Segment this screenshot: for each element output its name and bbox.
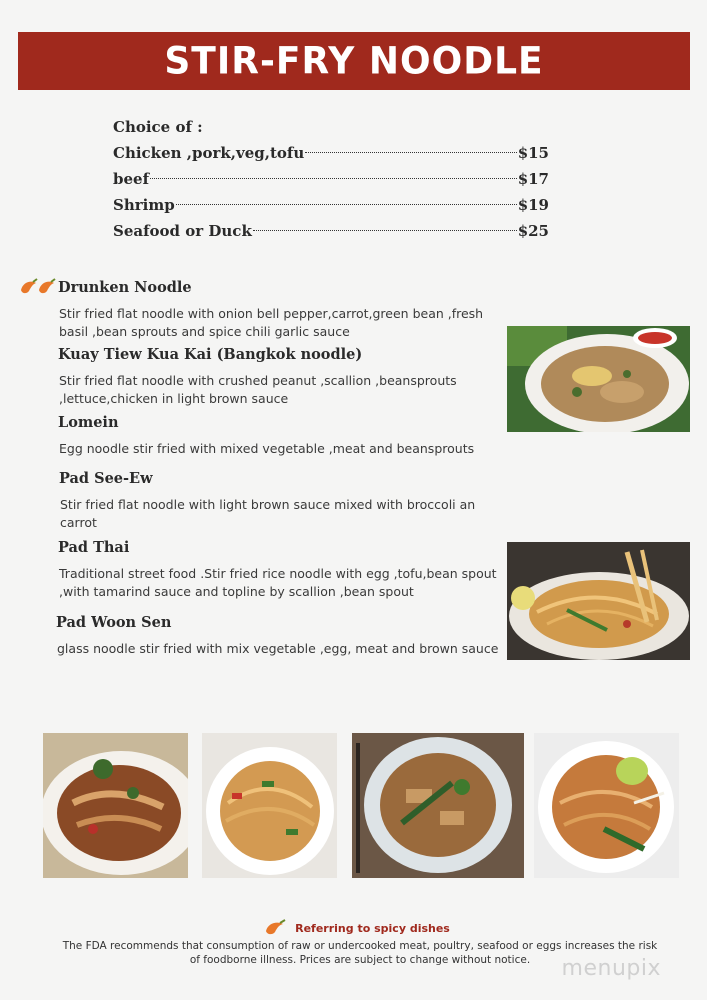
price-option-price: $17 <box>517 170 549 188</box>
menu-item-description: Stir fried flat noodle with crushed peanut ,scallion ,beansprouts ,lettuce,chicken in light brown sauce <box>59 373 457 406</box>
dish-photo-lomein <box>202 733 337 878</box>
menu-item-description: Stir fried flat noodle with light brown sauce mixed with broccoli an carrot <box>60 497 476 530</box>
menu-item-name: Pad Woon Sen <box>56 614 172 631</box>
menu-item-description: Egg noodle stir fried with mixed vegetable ,meat and beansprouts <box>59 441 475 456</box>
menu-item-kuay-tiew <box>58 346 508 408</box>
dot-leader <box>305 152 516 153</box>
dish-photo-pad-see-ew <box>352 733 524 878</box>
menu-item-name: Lomein <box>58 414 119 431</box>
dot-leader <box>176 204 517 205</box>
menu-item-pad-see-ew <box>59 470 509 532</box>
dish-photo-drunken-noodle <box>43 733 188 878</box>
price-option-price: $25 <box>517 222 549 240</box>
price-row <box>113 140 549 166</box>
menu-item-description: Stir fried flat noodle with onion bell pepper,carrot,green bean ,fresh basil ,bean sprouts and spice chili garlic sauce <box>59 306 484 339</box>
choice-intro: Choice of : <box>113 118 203 136</box>
dish-photo-pad-thai <box>507 542 690 660</box>
menu-item-pad-woon-sen <box>56 614 506 658</box>
menu-item-description: glass noodle stir fried with mix vegetable ,egg, meat and brown sauce <box>57 641 499 656</box>
dish-photo-pad-thai-plate <box>534 733 679 878</box>
spicy-note: Referring to spicy dishes <box>295 922 450 935</box>
price-option-label: beef <box>113 170 150 188</box>
menu-item-lomein <box>58 414 508 458</box>
menu-item-name: Kuay Tiew Kua Kai (Bangkok noodle) <box>58 346 363 363</box>
chili-pepper-icon <box>19 278 59 296</box>
dot-leader <box>253 230 517 231</box>
fda-disclaimer: The FDA recommends that consumption of raw or undercooked meat, poultry, seafood or eggs increases the risk of foodborne illness. Prices are subject to change without notice. <box>62 940 658 966</box>
header-banner <box>18 32 690 90</box>
price-list <box>113 114 549 244</box>
watermark: menupix <box>561 956 661 981</box>
dish-photo-kuay-tiew <box>507 326 690 432</box>
price-option-label: Chicken ,pork,veg,tofu <box>113 144 305 162</box>
dot-leader <box>150 178 517 179</box>
menu-item-name: Pad See-Ew <box>59 470 153 487</box>
price-option-label: Seafood or Duck <box>113 222 252 240</box>
price-row <box>113 218 549 244</box>
price-option-price: $15 <box>517 144 549 162</box>
page-title: STIR-FRY NOODLE <box>164 39 544 83</box>
menu-item-name: Drunken Noodle <box>58 279 192 296</box>
menu-item-pad-thai <box>58 539 508 601</box>
price-option-price: $19 <box>517 196 549 214</box>
price-row <box>113 166 549 192</box>
menu-item-description: Traditional street food .Stir fried rice noodle with egg ,tofu,bean spout ,with tamarind sauce and topline by scallion ,bean spout <box>59 566 497 599</box>
price-row <box>113 192 549 218</box>
menu-item-drunken-noodle <box>58 279 508 341</box>
menu-item-name: Pad Thai <box>58 539 130 556</box>
price-option-label: Shrimp <box>113 196 175 214</box>
